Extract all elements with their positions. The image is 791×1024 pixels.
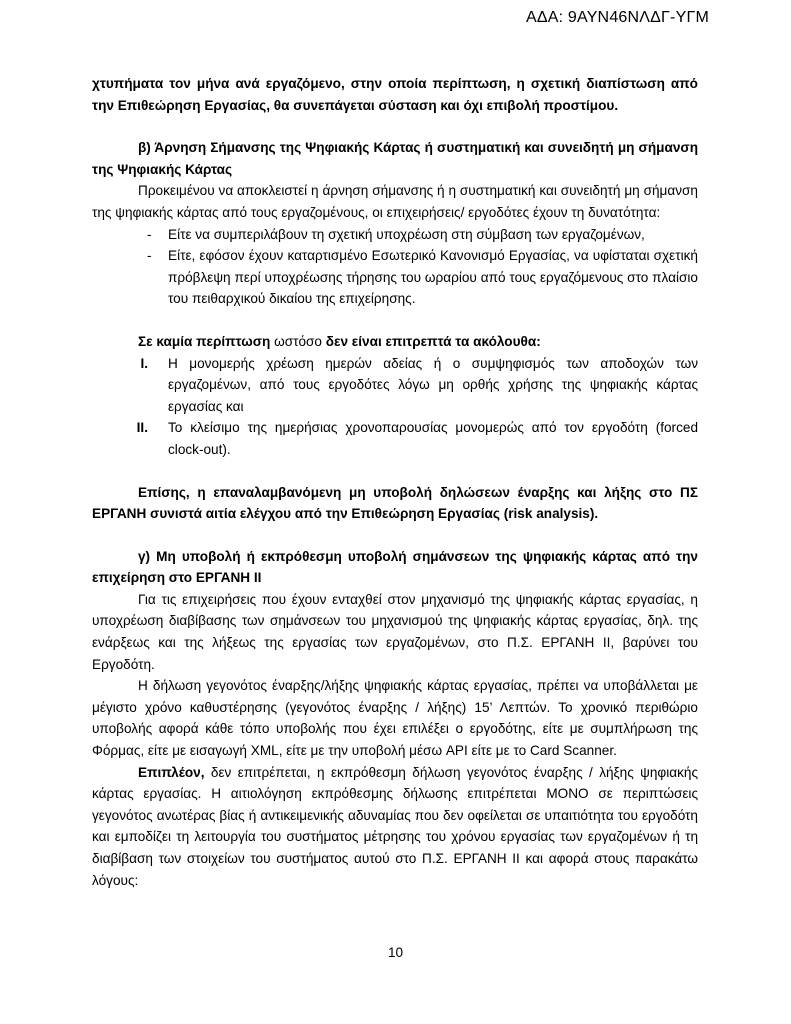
paragraph-top: χτυπήματα τον μήνα ανά εργαζόμενο, στην οποία περίπτωση, η σχετική διαπίστωση από την Επιθεώρηση Εργασίας, θα συνεπάγεται σύσταση και όχι επιβολή προστίμου. [92,76,698,113]
document-body [92,73,698,891]
list-item [92,224,698,246]
heading-section-b: β) Άρνηση Σήμανσης της Ψηφιακής Κάρτας ή συστηματική και συνειδητή μη σήμανση της Ψηφιακής Κάρτας [92,140,698,177]
roman-list [92,353,698,461]
list-item [92,353,698,418]
spacer [92,116,698,137]
list-item-text: Είτε να συμπεριλάβουν τη σχετική υποχρέωση στη σύμβαση των εργαζομένων, [168,226,645,242]
list-item-text: Η μονομερής χρέωση ημερών αδείας ή ο συμψηφισμός των αποδοχών των εργαζομένων, από τους εργοδότες λόγω μη ορθής χρήσης της ψηφιακής κάρτας εργασίας και [168,355,698,414]
dash-list [92,224,698,310]
list-item-text: Το κλείσιμο της ημερήσιας χρονοπαρουσίας μονομερώς από τον εργοδότη (forced clock-out). [168,420,698,457]
dash-marker: - [147,226,152,242]
spacer [92,461,698,482]
list-item [92,245,698,310]
spacer [92,310,698,331]
page-number: 10 [387,945,404,960]
ada-identifier: ΑΔΑ: 9ΑΥΝ46ΝΛΔΓ-ΥΓΜ [525,9,709,26]
plain-phrase: δεν επιτρέπεται, η εκπρόθεσμη δήλωση γεγονότος έναρξης / λήξης ψηφιακής κάρτας εργασίας. Η αιτιολόγηση εκπρόθεσμης δήλωσης επιτρέπεται ΜΟΝΟ σε περιπτώσεις γεγονότος ανωτέρας βίας ή αντικειμενικής αδυναμίας που δεν οφείλεται σε υπαιτιότητα του εργοδότη και εμποδίζει τη λειτουργία του συστήματος μέτρησης του χρόνου εργασίας των εργαζομένων ή τη διαβίβαση των στοιχείων του συστήματος αυτού στο Π.Σ. ΕΡΓΑΝΗ ΙΙ και αφορά στους παρακάτω λόγους: [92,764,698,888]
heading-section-c: γ) Μη υποβολή ή εκπρόθεσμη υποβολή σημάνσεων της ψηφιακής κάρτας από την επιχείρηση στο ΕΡΓΑΝΗ ΙΙ [92,548,698,586]
plain-phrase: ωστόσο [270,333,326,349]
list-item-text: Είτε, εφόσον έχουν καταρτισμένο Εσωτερικό Κανονισμό Εργασίας, να υφίσταται σχετική πρόβλεψη περί υποχρέωσης τήρησης του ωραρίου από τους εργαζόμενους στο πλαίσιο του πειθαρχικού δικαίου της επιχείρησης. [168,248,698,307]
spacer [92,525,698,546]
bold-phrase: Επιπλέον, [138,764,205,780]
paragraph-c1: Για τις επιχειρήσεις που έχουν ενταχθεί στον μηχανισμό της ψηφιακής κάρτας εργασίας, η υποχρέωση διαβίβασης των σημάνσεων του μηχανισμού της ψηφιακής κάρτας εργασίας, δηλ. της ενάρξεως και της λήξεως της εργασίας των εργαζομένων, στο Π.Σ. ΕΡΓΑΝΗ ΙΙ, βαρύνει του Εργοδότη. [92,591,698,672]
paragraph-risk-analysis: Επίσης, η επαναλαμβανόμενη μη υποβολή δηλώσεων έναρξης και λήξης στο ΠΣ ΕΡΓΑΝΗ συνιστά αιτία ελέγχου από την Επιθεώρηση Εργασίας (risk analysis). [92,484,698,522]
bold-phrase: Σε καμία περίπτωση [138,333,271,349]
paragraph-prohibitions [92,331,698,353]
list-item [92,417,698,460]
roman-marker: I. [140,355,148,371]
dash-marker: - [147,248,152,264]
roman-marker: II. [136,420,148,436]
paragraph-b-intro: Προκειμένου να αποκλειστεί η άρνηση σήμανσης ή η συστηματική και συνειδητή μη σήμανση της ψηφιακής κάρτας από τους εργαζομένους, οι επιχειρήσεις/ εργοδότες έχουν τη δυνατότητα: [92,183,698,220]
bold-phrase: δεν είναι επιτρεπτά τα ακόλουθα: [325,333,541,349]
paragraph-c3 [92,762,698,892]
paragraph-c2: Η δήλωση γεγονότος έναρξης/λήξης ψηφιακής κάρτας εργασίας, πρέπει να υποβάλλεται με μέγιστο χρόνο καθυστέρησης (γεγονότος έναρξης / λήξης) 15’ Λεπτών. Το χρονικό περιθώριο υποβολής αφορά κάθε τόπο υποβολής που έχει επιλέξει ο εργοδότης, είτε με συμπλήρωση της Φόρμας, είτε με εισαγωγή XML, είτε με την υποβολή μέσω API είτε με το Card Scanner. [92,678,698,759]
